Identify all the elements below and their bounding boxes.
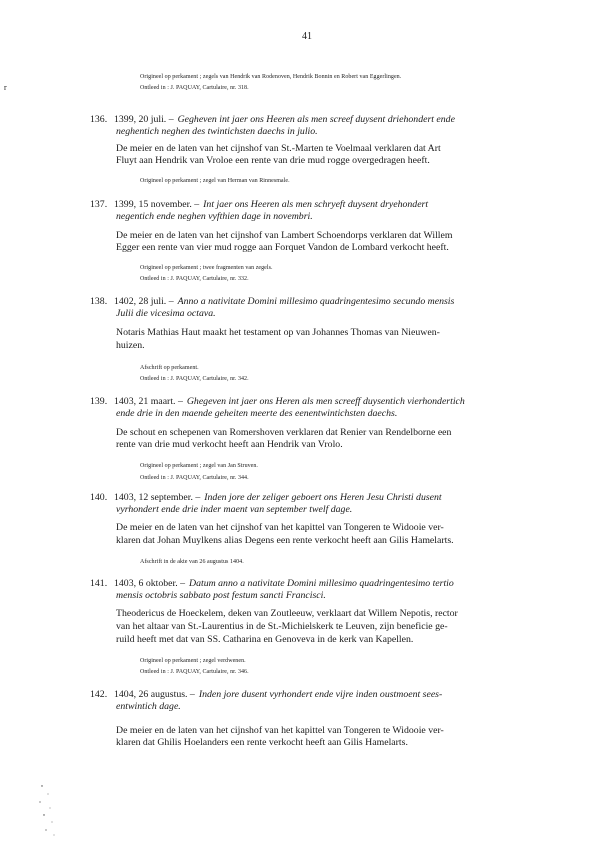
entry-heading <box>90 492 442 504</box>
entry-note: Origineel op perkament ; zegel van Herman van Rinnesmale. <box>140 178 290 184</box>
entry-latin-formula: Datum anno a nativitate Domini millesimo quadringentesimo tertio <box>189 578 454 589</box>
entry-number: 140. <box>90 492 108 503</box>
entry-date: 1399, 15 november. – <box>114 199 200 210</box>
entry-latin-continuation: Julii die vicesima octava. <box>116 308 216 319</box>
entry-note: Ontleed in : J. PAQUAY, Cartulaire, nr. 344. <box>140 475 249 481</box>
entry-date: 1404, 26 augustus. – <box>114 689 195 700</box>
entry-latin-formula: Inden jore dusent vyrhondert ende vijre inden oustmoent sees- <box>198 689 443 700</box>
entry-heading <box>90 296 454 308</box>
entry-latin-continuation: entwintich dage. <box>116 701 181 712</box>
entry-summary-line: Egger een rente van vier mud rogge aan Forquet Vandon de Lombard verkocht heeft. <box>116 242 449 253</box>
entry-date: 1403, 6 oktober. – <box>114 578 186 589</box>
entry-note: Afschrift op perkament. <box>140 365 199 371</box>
entry-summary-line: huizen. <box>116 340 145 351</box>
entry-summary-line: klaren dat Ghilis Hoelanders een rente verkocht heeft aan Gilis Hamelarts. <box>116 737 408 748</box>
entry-latin-formula: Inden jore der zeliger geboert ons Heren Jesu Christi dusent <box>204 492 442 503</box>
intro-note-original: Origineel op perkament ; zegels van Hendrik van Rodenoven, Hendrik Bonnin en Robert van Eggerlingen. <box>140 74 402 80</box>
entry-number: 136. <box>90 114 108 125</box>
entry-heading <box>90 396 465 408</box>
entry-date: 1402, 28 juli. – <box>114 296 174 307</box>
entry-date: 1399, 20 juli. – <box>114 114 174 125</box>
entry-heading <box>90 199 428 211</box>
entry-summary-line: ruild heeft met dat van SS. Catharina en Genoveva in de kerk van Kapellen. <box>116 634 414 645</box>
entry-latin-formula: Gegheven int jaer ons Heeren als men screef duysent driehondert ende <box>177 114 455 125</box>
entry-latin-continuation: ende drie in den maende geheiten meerte des eenentwintichsten daechs. <box>116 408 398 419</box>
entry-latin-continuation: negentich ende neghen vyfthien dage in novembri. <box>116 211 313 222</box>
entry-heading <box>90 114 455 126</box>
entry-summary-line: rente van drie mud verkocht heeft aan Hendrik van Vrolo. <box>116 439 343 450</box>
entry-summary-line: De meier en de laten van het cijnshof van het kapittel van Tongeren te Widooie ver- <box>116 522 444 533</box>
entry-summary-line: De meier en de laten van het cijnshof van het kapittel van Tongeren te Widooie ver- <box>116 725 444 736</box>
entry-summary-line: De meier en de laten van het cijnshof van St.-Marten te Voelmaal verklaren dat Art <box>116 143 441 154</box>
entry-heading <box>90 689 442 701</box>
entry-note: Origineel op perkament ; zegel verdwenen. <box>140 658 246 664</box>
entry-latin-continuation: mensis octobris sabbato post festum sancti Francisci. <box>116 590 326 601</box>
entry-number: 138. <box>90 296 108 307</box>
scan-speckles <box>30 780 90 840</box>
entry-latin-formula: Ghegeven int jaer ons Heren als men screeff duysentich vierhondertich <box>186 396 465 407</box>
entry-summary-line: van het altaar van St.-Laurentius in de St.-Michielskerk te Leuven, zijn beneficie ge- <box>116 621 448 632</box>
entry-latin-formula: Anno a nativitate Domini millesimo quadringentesimo secundo mensis <box>177 296 455 307</box>
entry-note: Ontleed in : J. PAQUAY, Cartulaire, nr. 346. <box>140 669 249 675</box>
entry-latin-continuation: vyrhondert ende drie inder maent van september twelf dage. <box>116 504 353 515</box>
margin-mark: r <box>4 83 7 92</box>
entry-note: Ontleed in : J. PAQUAY, Cartulaire, nr. 342. <box>140 376 249 382</box>
entry-date: 1403, 21 maart. – <box>114 396 183 407</box>
intro-note-summary: Ontleed in : J. PAQUAY, Cartulaire, nr. 318. <box>140 85 249 91</box>
entry-summary-line: Fluyt aan Hendrik van Vroloe een rente van drie mud rogge overgedragen heeft. <box>116 155 430 166</box>
entry-note: Origineel op perkament ; twee fragmenten van zegels. <box>140 265 273 271</box>
entry-summary-line: klaren dat Johan Muylkens alias Degens een rente verkocht heeft aan Gilis Hamelarts. <box>116 535 454 546</box>
entry-summary-line: Notaris Mathias Haut maakt het testament op van Johannes Thomas van Nieuwen- <box>116 327 440 338</box>
entry-date: 1403, 12 september. – <box>114 492 201 503</box>
entry-number: 137. <box>90 199 108 210</box>
entry-note: Afschrift in de akte van 26 augustus 1404. <box>140 559 244 565</box>
entry-summary-line: De schout en schepenen van Romershoven verklaren dat Renier van Rendelborne een <box>116 427 452 438</box>
entry-summary-line: De meier en de laten van het cijnshof van Lambert Schoendorps verklaren dat Willem <box>116 230 453 241</box>
entry-heading <box>90 578 454 590</box>
entry-number: 141. <box>90 578 108 589</box>
entry-latin-continuation: neghentich neghen des twintichsten daechs in julio. <box>116 126 318 137</box>
entry-latin-formula: Int jaer ons Heeren als men schryeft duysent dryehondert <box>203 199 429 210</box>
entry-number: 142. <box>90 689 108 700</box>
entry-number: 139. <box>90 396 108 407</box>
entry-summary-line: Theodericus de Hoeckelem, deken van Zoutleeuw, verklaart dat Willem Nepotis, rector <box>116 608 458 619</box>
entry-note: Origineel op perkament ; zegel van Jan Struven. <box>140 463 258 469</box>
page-number: 41 <box>302 31 312 42</box>
entry-note: Ontleed in : J. PAQUAY, Cartulaire, nr. 332. <box>140 276 249 282</box>
